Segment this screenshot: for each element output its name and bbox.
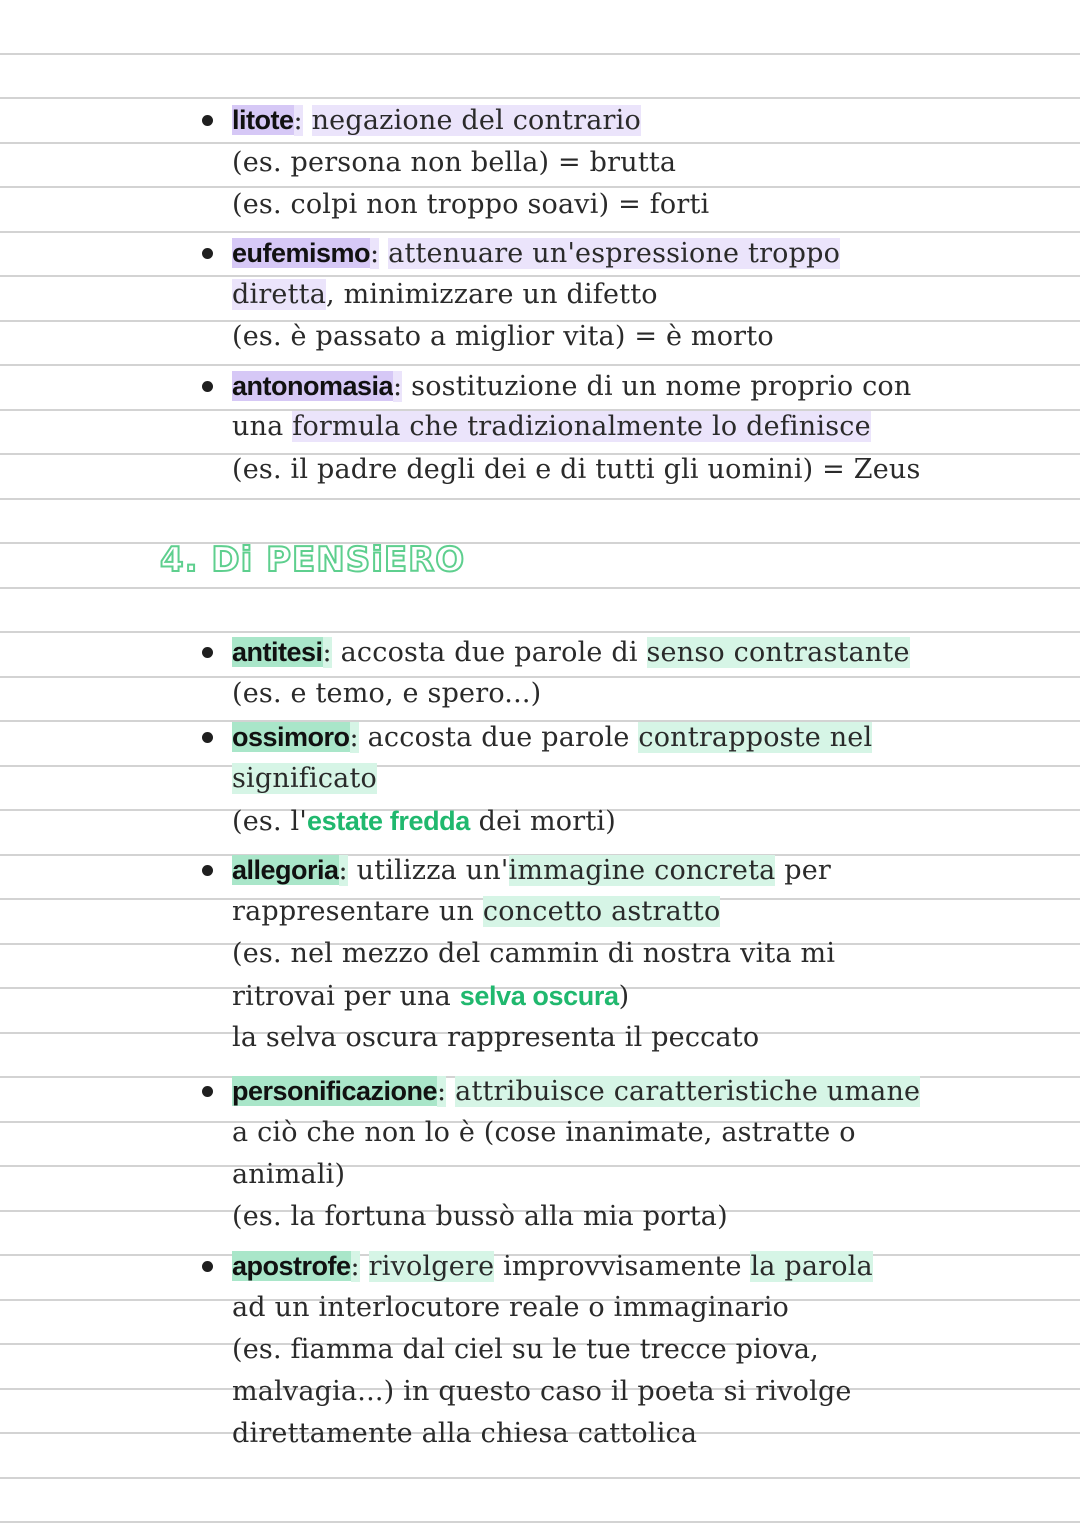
highlight: la parola [750, 1251, 873, 1282]
text: ) [618, 981, 630, 1012]
term-separator: : [349, 722, 359, 753]
highlight: significato [232, 763, 377, 794]
text: accosta due parole [367, 722, 630, 753]
apostrofe-line [232, 1248, 873, 1285]
eufemismo-definition-2 [232, 277, 658, 313]
term-separator: : [293, 105, 303, 136]
bullet [202, 381, 213, 392]
antonomasia-example: (es. il padre degli dei e di tutti gli uomini) = Zeus [232, 454, 921, 485]
ossimoro-example [232, 803, 616, 840]
bullet [202, 248, 213, 259]
litote-example-1: (es. persona non bella) = brutta [232, 147, 677, 178]
apostrofe-example-2: malvagia...) in questo caso il poeta si rivolge [232, 1376, 852, 1407]
antitesi-example: (es. e temo, e spero...) [232, 678, 542, 709]
term-separator: : [437, 1076, 447, 1107]
text: ritrovai per una [232, 981, 451, 1012]
ossimoro-line [232, 719, 872, 756]
apostrofe-example-1: (es. fiamma dal ciel su le tue trecce piova, [232, 1334, 819, 1365]
section-title: 4. Di PENSiERO [160, 540, 466, 580]
litote-definition: negazione del contrario [311, 105, 641, 136]
antonomasia-definition: sostituzione di un nome proprio con [411, 371, 912, 402]
term-eufemismo: eufemismo [232, 238, 371, 268]
text: , minimizzare un difetto [326, 279, 658, 310]
litote-line [232, 102, 641, 139]
text: improvvisamente [503, 1251, 742, 1282]
term-separator: : [322, 637, 332, 668]
term-separator: : [393, 371, 403, 402]
eufemismo-line [232, 235, 840, 272]
text: (es. l' [232, 806, 307, 837]
bullet [202, 115, 213, 126]
term-personificazione: personificazione [232, 1076, 438, 1106]
ossimoro-definition-2 [232, 761, 377, 797]
term-antonomasia: antonomasia [232, 371, 394, 401]
highlight: concetto astratto [482, 896, 721, 927]
green-text: selva oscura [459, 981, 619, 1011]
green-text: estate fredda [307, 806, 470, 836]
term-separator: : [370, 238, 380, 269]
highlight: immagine concreta [508, 855, 776, 886]
bullet [202, 647, 213, 658]
text: accosta due parole di [340, 637, 638, 668]
highlight: attribuisce caratteristiche umane [455, 1076, 921, 1107]
allegoria-example-1: (es. nel mezzo del cammin di nostra vita mi [232, 938, 836, 969]
personificazione-definition-3: animali) [232, 1159, 346, 1190]
bullet [202, 865, 213, 876]
personificazione-definition-2: a ciò che non lo è (cose inanimate, astratte o [232, 1117, 856, 1148]
eufemismo-example: (es. è passato a miglior vita) = è morto [232, 321, 774, 352]
allegoria-example-2 [232, 978, 629, 1015]
text: rappresentare un [232, 896, 475, 927]
highlight: contrapposte nel [638, 722, 873, 753]
allegoria-line [232, 852, 831, 889]
bullet [202, 732, 213, 743]
highlight: senso contrastante [646, 637, 910, 668]
text: utilizza un' [356, 855, 509, 886]
text: per [784, 855, 832, 886]
term-apostrofe: apostrofe [232, 1251, 351, 1281]
highlight: diretta [232, 279, 327, 310]
personificazione-line [232, 1073, 920, 1110]
litote-example-2: (es. colpi non troppo soavi) = forti [232, 189, 710, 220]
term-ossimoro: ossimoro [232, 722, 350, 752]
personificazione-example: (es. la fortuna bussò alla mia porta) [232, 1201, 728, 1232]
term-separator: : [350, 1251, 360, 1282]
eufemismo-definition: attenuare un'espressione troppo [388, 238, 841, 269]
highlight: rivolgere [368, 1251, 495, 1282]
antitesi-line [232, 634, 910, 671]
term-separator: : [338, 855, 348, 886]
antonomasia-line [232, 368, 911, 405]
text: una [232, 411, 284, 442]
bullet [202, 1261, 213, 1272]
apostrofe-example-3: direttamente alla chiesa cattolica [232, 1418, 698, 1449]
term-antitesi: antitesi [232, 637, 323, 667]
term-allegoria: allegoria [232, 855, 339, 885]
apostrofe-definition-2: ad un interlocutore reale o immaginario [232, 1292, 790, 1323]
allegoria-note: la selva oscura rappresenta il peccato [232, 1022, 760, 1053]
antonomasia-definition-2 [232, 409, 871, 445]
highlight: formula che tradizionalmente lo definisce [292, 411, 871, 442]
term-litote: litote [232, 105, 294, 135]
text: dei morti) [478, 806, 616, 837]
bullet [202, 1086, 213, 1097]
allegoria-definition-2 [232, 894, 720, 930]
